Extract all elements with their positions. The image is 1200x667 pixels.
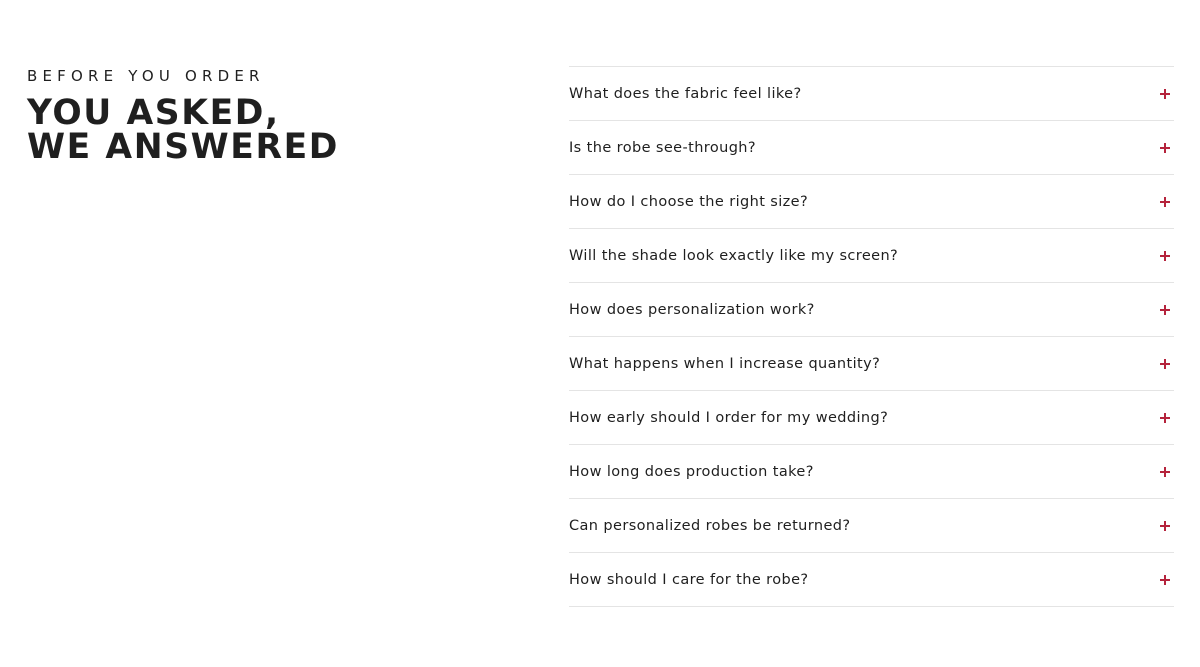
plus-icon[interactable] bbox=[1160, 575, 1170, 585]
plus-icon[interactable] bbox=[1160, 521, 1170, 531]
faq-question: What happens when I increase quantity? bbox=[569, 356, 881, 372]
plus-icon[interactable] bbox=[1160, 143, 1170, 153]
plus-icon[interactable] bbox=[1160, 359, 1170, 369]
plus-icon[interactable] bbox=[1160, 197, 1170, 207]
faq-item-fabric[interactable] bbox=[569, 67, 1174, 121]
faq-intro bbox=[27, 66, 507, 167]
faq-question: How do I choose the right size? bbox=[569, 194, 809, 210]
faq-item-shade[interactable] bbox=[569, 229, 1174, 283]
faq-item-wedding-timing[interactable] bbox=[569, 391, 1174, 445]
faq-question: Can personalized robes be returned? bbox=[569, 518, 851, 534]
faq-question: How long does production take? bbox=[569, 464, 814, 480]
faq-item-personalization[interactable] bbox=[569, 283, 1174, 337]
plus-icon[interactable] bbox=[1160, 89, 1170, 99]
plus-icon[interactable] bbox=[1160, 305, 1170, 315]
faq-accordion bbox=[569, 66, 1174, 607]
faq-question: Is the robe see-through? bbox=[569, 140, 756, 156]
faq-question: Will the shade look exactly like my screen? bbox=[569, 248, 899, 264]
faq-item-care[interactable] bbox=[569, 553, 1174, 607]
faq-item-quantity[interactable] bbox=[569, 337, 1174, 391]
section-eyebrow: BEFORE YOU ORDER bbox=[27, 67, 265, 85]
plus-icon[interactable] bbox=[1160, 251, 1170, 261]
faq-item-see-through[interactable] bbox=[569, 121, 1174, 175]
section-heading: YOU ASKED, WE ANSWERED bbox=[27, 93, 340, 167]
faq-question: How does personalization work? bbox=[569, 302, 815, 318]
faq-item-returns[interactable] bbox=[569, 499, 1174, 553]
faq-question: What does the fabric feel like? bbox=[569, 86, 802, 102]
faq-question: How early should I order for my wedding? bbox=[569, 410, 889, 426]
plus-icon[interactable] bbox=[1160, 467, 1170, 477]
faq-item-size[interactable] bbox=[569, 175, 1174, 229]
faq-question: How should I care for the robe? bbox=[569, 572, 809, 588]
faq-item-production-time[interactable] bbox=[569, 445, 1174, 499]
plus-icon[interactable] bbox=[1160, 413, 1170, 423]
